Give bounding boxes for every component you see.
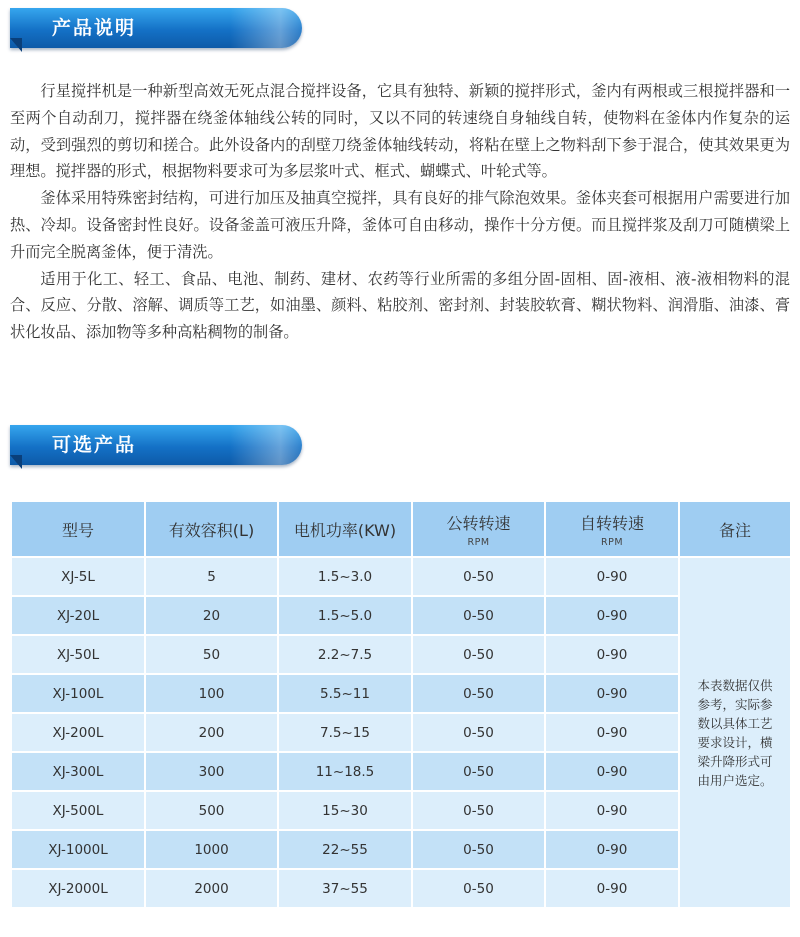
cell-volume: 5 bbox=[145, 557, 278, 596]
cell-revolution: 0-50 bbox=[412, 596, 545, 635]
table-row bbox=[11, 557, 791, 596]
cell-volume: 300 bbox=[145, 752, 278, 791]
paragraph: 适用于化工、轻工、食品、电池、制药、建材、农药等行业所需的多组分固-固相、固-液相、液-液相物料的混合、反应、分散、溶解、调质等工艺，如油墨、颜料、粘胶剂、密封剂、封装胶软膏、糊状物料、润滑脂、油漆、膏状化妆品、添加物等多种高粘稠物的制备。 bbox=[10, 269, 790, 342]
product-table-container bbox=[10, 500, 790, 909]
cell-rotation: 0-90 bbox=[545, 596, 679, 635]
cell-power: 22~55 bbox=[278, 830, 412, 869]
cell-model: XJ-100L bbox=[11, 674, 145, 713]
section-title: 可选产品 bbox=[52, 434, 137, 456]
banner-fold bbox=[10, 455, 22, 469]
cell-rotation: 0-90 bbox=[545, 557, 679, 596]
table-row bbox=[11, 830, 791, 869]
section-banner-product-description bbox=[10, 8, 302, 48]
table-header-row bbox=[11, 501, 791, 557]
header-revolution-speed: 公转转速 RPM bbox=[412, 501, 545, 557]
cell-power: 5.5~11 bbox=[278, 674, 412, 713]
table-row bbox=[11, 674, 791, 713]
cell-revolution: 0-50 bbox=[412, 635, 545, 674]
product-description bbox=[10, 78, 790, 346]
header-note: 备注 bbox=[679, 501, 791, 557]
cell-revolution: 0-50 bbox=[412, 557, 545, 596]
cell-rotation: 0-90 bbox=[545, 830, 679, 869]
cell-model: XJ-1000L bbox=[11, 830, 145, 869]
header-power: 电机功率(KW) bbox=[278, 501, 412, 557]
cell-rotation: 0-90 bbox=[545, 674, 679, 713]
cell-power: 15~30 bbox=[278, 791, 412, 830]
table-row bbox=[11, 869, 791, 908]
table-row bbox=[11, 752, 791, 791]
cell-rotation: 0-90 bbox=[545, 713, 679, 752]
cell-revolution: 0-50 bbox=[412, 713, 545, 752]
table-row bbox=[11, 713, 791, 752]
cell-power: 37~55 bbox=[278, 869, 412, 908]
cell-rotation: 0-90 bbox=[545, 752, 679, 791]
header-model: 型号 bbox=[11, 501, 145, 557]
cell-revolution: 0-50 bbox=[412, 791, 545, 830]
cell-power: 11~18.5 bbox=[278, 752, 412, 791]
cell-rotation: 0-90 bbox=[545, 869, 679, 908]
header-rotation-speed: 自转转速 RPM bbox=[545, 501, 679, 557]
cell-revolution: 0-50 bbox=[412, 869, 545, 908]
paragraph: 行星搅拌机是一种新型高效无死点混合搅拌设备，它具有独特、新颖的搅拌形式，釜内有两根或三根搅拌器和一至两个自动刮刀，搅拌器在绕釜体轴线公转的同时，又以不同的转速绕自身轴线自转，使物料在釜体内作复杂的运动，受到强烈的剪切和搓合。此外设备内的刮壁刀绕釜体轴线转动，将粘在壁上之物料刮下参于混合，使其效果更为理想。搅拌器的形式，根据物料要求可为多层浆叶式、框式、蝴蝶式、叶轮式等。 bbox=[10, 82, 790, 181]
unit-label: RPM bbox=[467, 536, 490, 548]
section-banner-optional-products bbox=[10, 425, 302, 465]
cell-power: 1.5~3.0 bbox=[278, 557, 412, 596]
cell-model: XJ-300L bbox=[11, 752, 145, 791]
product-spec-table bbox=[10, 500, 792, 909]
cell-volume: 1000 bbox=[145, 830, 278, 869]
cell-model: XJ-20L bbox=[11, 596, 145, 635]
cell-rotation: 0-90 bbox=[545, 791, 679, 830]
cell-volume: 200 bbox=[145, 713, 278, 752]
banner-fold bbox=[10, 38, 22, 52]
table-row bbox=[11, 791, 791, 830]
cell-model: XJ-50L bbox=[11, 635, 145, 674]
cell-rotation: 0-90 bbox=[545, 635, 679, 674]
cell-volume: 2000 bbox=[145, 869, 278, 908]
cell-power: 2.2~7.5 bbox=[278, 635, 412, 674]
cell-note: 本表数据仅供参考，实际参数以具体工艺要求设计，横梁升降形式可由用户选定。 bbox=[679, 557, 791, 908]
cell-volume: 20 bbox=[145, 596, 278, 635]
cell-power: 1.5~5.0 bbox=[278, 596, 412, 635]
cell-model: XJ-200L bbox=[11, 713, 145, 752]
cell-model: XJ-500L bbox=[11, 791, 145, 830]
cell-power: 7.5~15 bbox=[278, 713, 412, 752]
cell-revolution: 0-50 bbox=[412, 830, 545, 869]
cell-volume: 50 bbox=[145, 635, 278, 674]
paragraph: 釜体采用特殊密封结构，可进行加压及抽真空搅拌，具有良好的排气除泡效果。釜体夹套可根据用户需要进行加热、冷却。设备密封性良好。设备釜盖可液压升降，釜体可自由移动，操作十分方便。而且搅拌浆及刮刀可随横梁上升而完全脱离釜体，便于清洗。 bbox=[10, 189, 790, 261]
table-row bbox=[11, 635, 791, 674]
table-row bbox=[11, 596, 791, 635]
cell-revolution: 0-50 bbox=[412, 752, 545, 791]
header-volume: 有效容积(L) bbox=[145, 501, 278, 557]
cell-revolution: 0-50 bbox=[412, 674, 545, 713]
cell-model: XJ-5L bbox=[11, 557, 145, 596]
cell-model: XJ-2000L bbox=[11, 869, 145, 908]
cell-volume: 100 bbox=[145, 674, 278, 713]
unit-label: RPM bbox=[600, 536, 624, 548]
section-title: 产品说明 bbox=[52, 17, 137, 39]
cell-volume: 500 bbox=[145, 791, 278, 830]
